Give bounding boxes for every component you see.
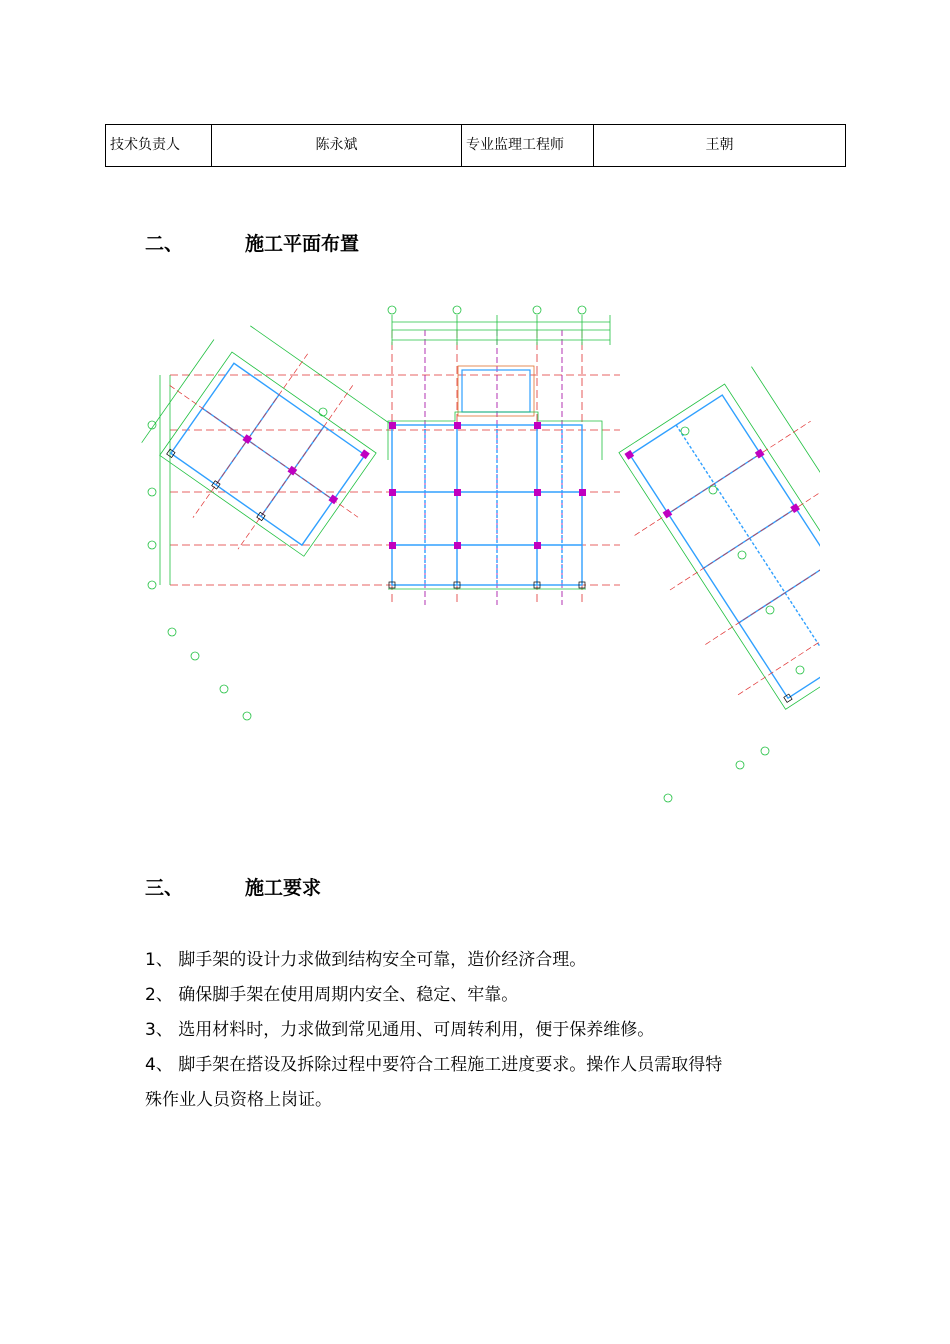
section-title: 施工要求	[245, 877, 322, 899]
section-heading-requirements	[145, 873, 321, 900]
top-annex-outline	[458, 366, 534, 416]
section-number: 三、	[145, 877, 184, 899]
tech-lead-label: 技术负责人	[106, 125, 212, 167]
left-dimension-chain	[160, 375, 170, 585]
requirement-item-continuation: 殊作业人员资格上岗证。	[145, 1090, 332, 1110]
requirement-item: 1、 脚手架的设计力求做到结构安全可靠，造价经济合理。	[145, 950, 587, 970]
right-wing-structure	[592, 356, 820, 727]
central-block-structure	[392, 425, 582, 585]
requirement-item: 3、 选用材料时，力求做到常见通用、可周转利用，便于保养维修。	[145, 1020, 655, 1040]
axis-bubbles-top	[388, 306, 586, 314]
section-number: 二、	[145, 233, 184, 255]
signoff-table	[105, 124, 846, 167]
axis-grid-vertical-secondary	[425, 330, 562, 605]
requirements-list	[145, 943, 805, 1118]
central-block-scaffold-frame	[388, 412, 602, 589]
supervisor-name: 王朝	[594, 125, 846, 167]
construction-site-plan-drawing	[140, 300, 820, 815]
central-columns	[389, 422, 586, 549]
axis-grid-vertical	[392, 330, 582, 605]
tech-lead-name: 陈永斌	[212, 125, 462, 167]
requirement-item: 4、 脚手架在搭设及拆除过程中要符合工程施工进度要求。操作人员需取得特	[145, 1055, 723, 1075]
section-heading-layout	[145, 229, 359, 256]
section-title: 施工平面布置	[245, 233, 360, 255]
requirement-item: 2、 确保脚手架在使用周期内安全、稳定、牢靠。	[145, 985, 519, 1005]
axis-grid-horizontal	[170, 375, 620, 585]
axis-bubbles-left	[148, 421, 156, 589]
supervisor-label: 专业监理工程师	[462, 125, 594, 167]
axis-bubbles-left-wing	[168, 408, 327, 720]
signoff-row	[106, 125, 846, 167]
left-wing-structure	[140, 300, 418, 595]
